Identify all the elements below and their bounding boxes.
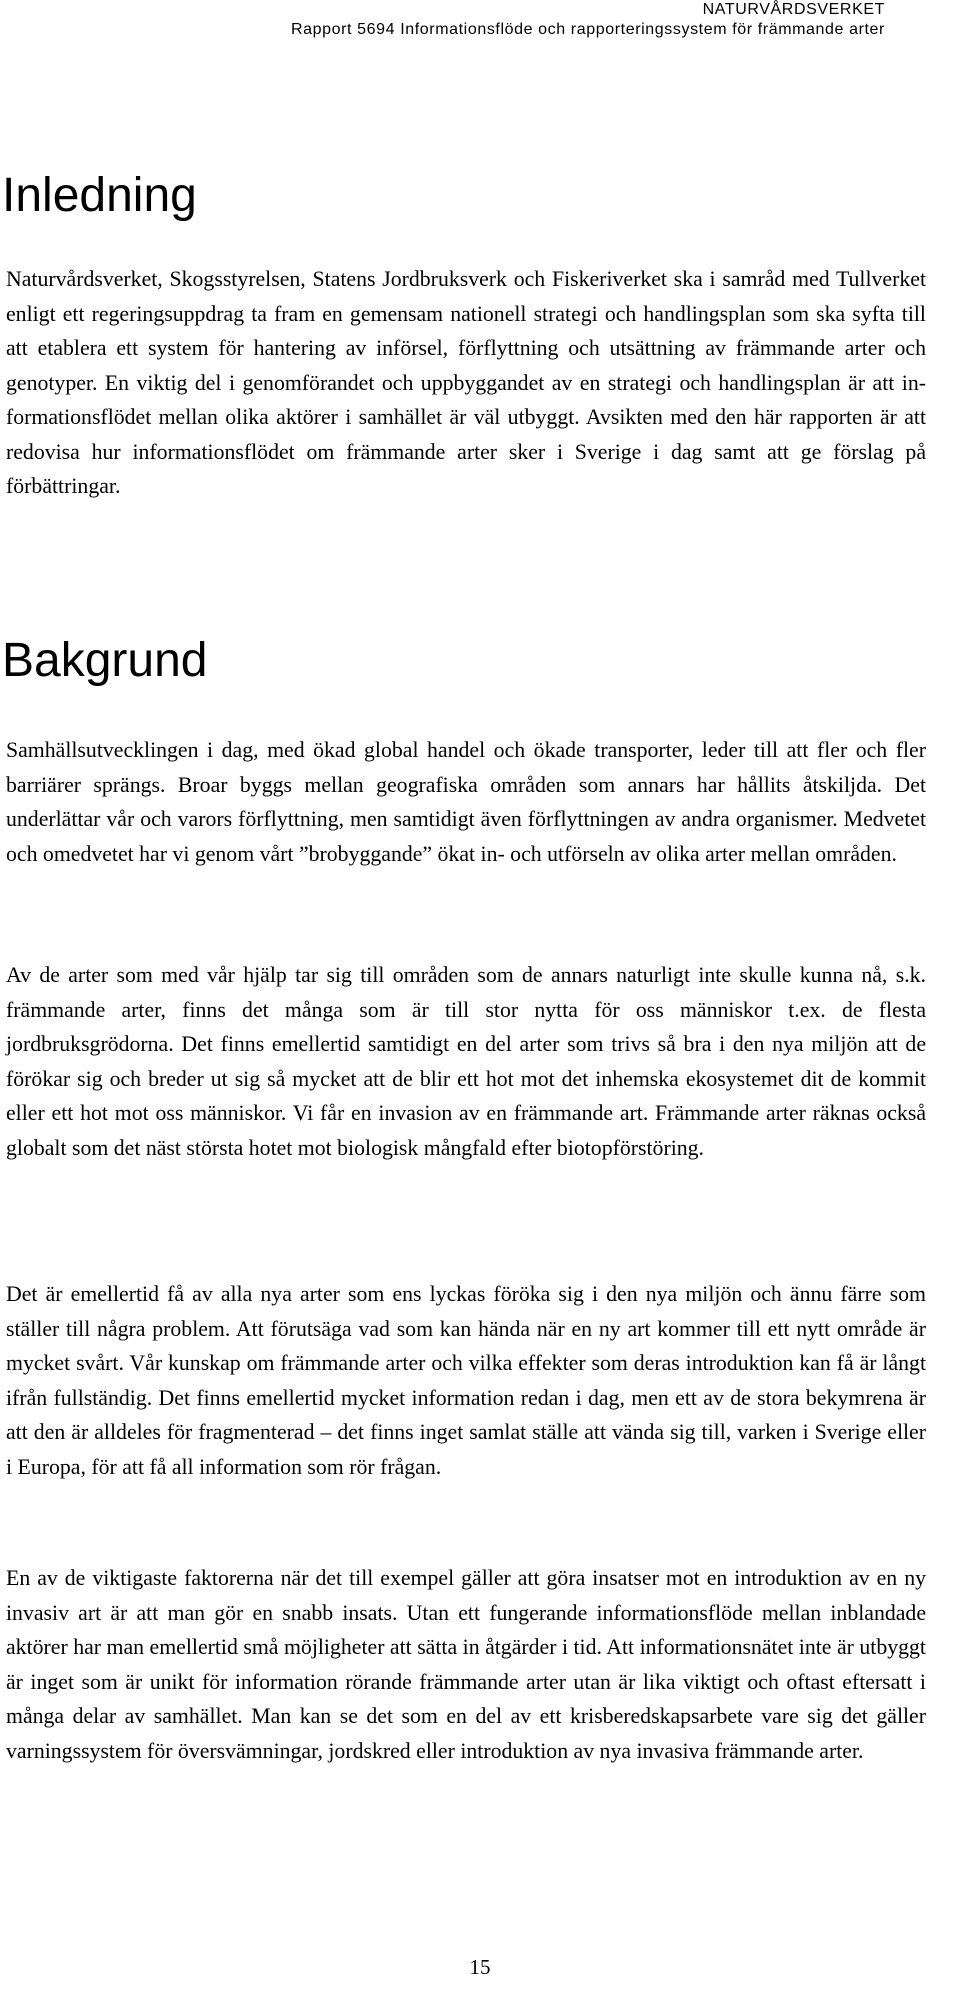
intro-paragraph: Naturvårdsverket, Skogsstyrelsen, Statens Jordbruksverk och Fiskeriverket ska i samråd med Tullverket enligt ett regeringsuppdrag ta fram en gemensam nationell strategi och handlingsplan som ska syfta till att etablera ett system för hantering av införsel, förflyttning och utsättning av främmande arter och genotyper. En viktig del i genomförandet och uppbyggandet av en strategi och handlingsplan är att informationsflödet mellan olika aktörer i samhället är väl utbyggt. Avsikten med den här rapporten är att redovisa hur informationsflödet om främmande arter sker i Sverige i dag samt att ge förslag på förbättringar. (6, 267, 926, 498)
background-paragraph-2: Av de arter som med vår hjälp tar sig till områden som de annars naturligt inte skulle kunna nå, s.k. främmande arter, finns det många som är till stor nytta för oss människor t.ex. de flesta jordbruksgrödorna. Det finns emellertid samtidigt en del arter som trivs så bra i den nya miljön att de förökar sig och breder ut sig så mycket att de blir ett hot mot det inhemska ekosystemet dit de kommit eller ett hot mot oss människor. Vi får en invasion av en främmande art. Främmande arter räknas också globalt som det näst största hotet mot biologisk mångfald efter biotopförstöring. (6, 963, 926, 1160)
background-paragraph-3: Det är emellertid få av alla nya arter som ens lyckas föröka sig i den nya miljön och ännu färre som ställer till några problem. Att förutsäga vad som kan hända när en ny art kommer till ett nytt område är mycket svårt. Vår kunskap om främmande arter och vilka effekter som deras introduktion kan få är långt ifrån fullständig. Det finns emellertid mycket information redan i dag, men ett av de stora bekymrena är att den är alldeles för fragmenterad – det finns inget samlat ställe att vända sig till, varken i Sverige eller i Europa, för att få all information som rör frågan. (6, 1282, 926, 1479)
background-paragraph-1: Samhällsutvecklingen i dag, med ökad global handel och ökade transporter, leder till att fler och fler barriärer sprängs. Broar byggs mellan geografiska områden som annars har hållits åtskiljda. Det underlättar vår och varors förflyttning, men samtidigt även förflyttningen av andra organismer. Medvetet och omedvetet har vi genom vårt ”brobyggande” ökat in- och utförseln av olika arter mellan områden. (6, 738, 926, 866)
page-number: 15 (469, 1955, 491, 1979)
header-report-title: Rapport 5694 Informationsflöde och rapporteringssystem för främmande arter (290, 21, 885, 38)
background-paragraph-4: En av de viktigaste faktorerna när det till exempel gäller att göra insatser mot en introduktion av en ny invasiv art är att man gör en snabb insats. Utan ett fungerande informationsflöde mellan inblandade aktörer har man emellertid små möjligheter att sätta in åtgärder i tid. Att informationsnätet inte är utbyggt är inget som är unikt för information rörande främmande arter utan är lika viktigt och oftast eftersatt i många delar av samhället. Man kan se det som en del av ett krisberedskapsarbete vare sig det gäller varningssystem för översvämningar, jordskred eller introduktion av nya invasiva främmande arter. (6, 1566, 926, 1763)
running-header (65, 0, 885, 40)
section-heading-inledning: Inledning (2, 169, 197, 222)
header-organization: NATURVÅRDSVERKET (702, 1, 885, 18)
section-heading-bakgrund: Bakgrund (2, 634, 208, 687)
